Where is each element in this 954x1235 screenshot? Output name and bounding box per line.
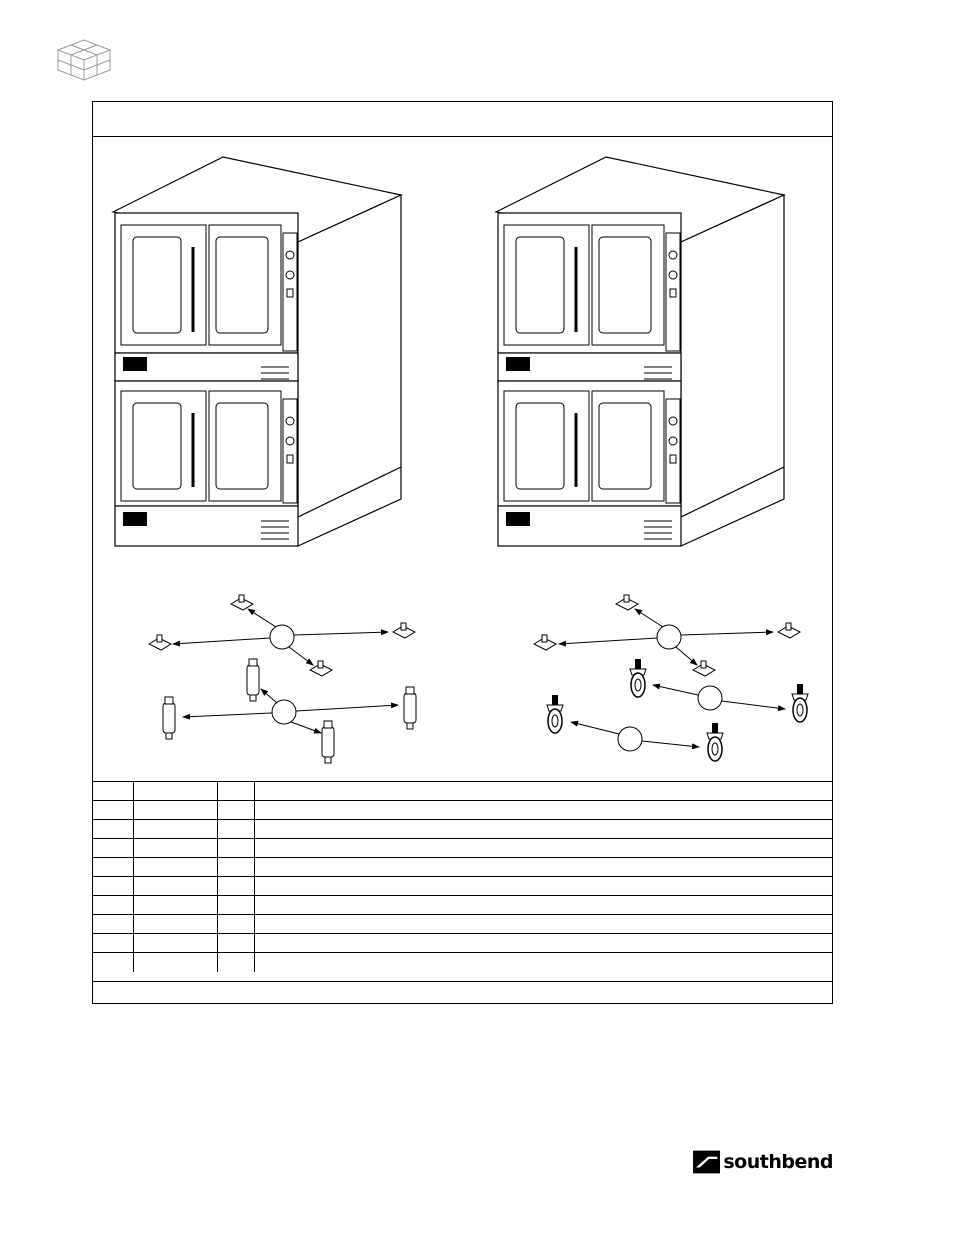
table-row xyxy=(93,877,832,896)
table-row xyxy=(93,934,832,953)
right-casters-group xyxy=(547,659,808,761)
southbend-logo xyxy=(693,1145,833,1179)
southbend-logo-mark-icon xyxy=(693,1147,720,1177)
right-oven-illustration xyxy=(496,157,784,546)
right-plate-group xyxy=(534,595,800,676)
table-row xyxy=(93,782,832,801)
parts-list-table xyxy=(93,781,832,972)
table-row xyxy=(93,896,832,915)
table-row xyxy=(93,915,832,934)
package-box-icon xyxy=(54,36,114,82)
left-leg-plate-group xyxy=(149,595,415,676)
table-row xyxy=(93,858,832,877)
table-row xyxy=(93,953,832,972)
oven-assembly-drawing xyxy=(93,137,832,781)
table-row xyxy=(93,820,832,839)
table-row xyxy=(93,839,832,858)
left-legs-group xyxy=(163,659,416,763)
brand-name: southbend xyxy=(723,1151,833,1173)
left-oven-illustration xyxy=(113,157,401,546)
sheet-title xyxy=(93,102,832,137)
parts-sheet-frame xyxy=(92,101,833,1004)
table-row xyxy=(93,801,832,820)
table-footer-note xyxy=(93,981,832,1003)
